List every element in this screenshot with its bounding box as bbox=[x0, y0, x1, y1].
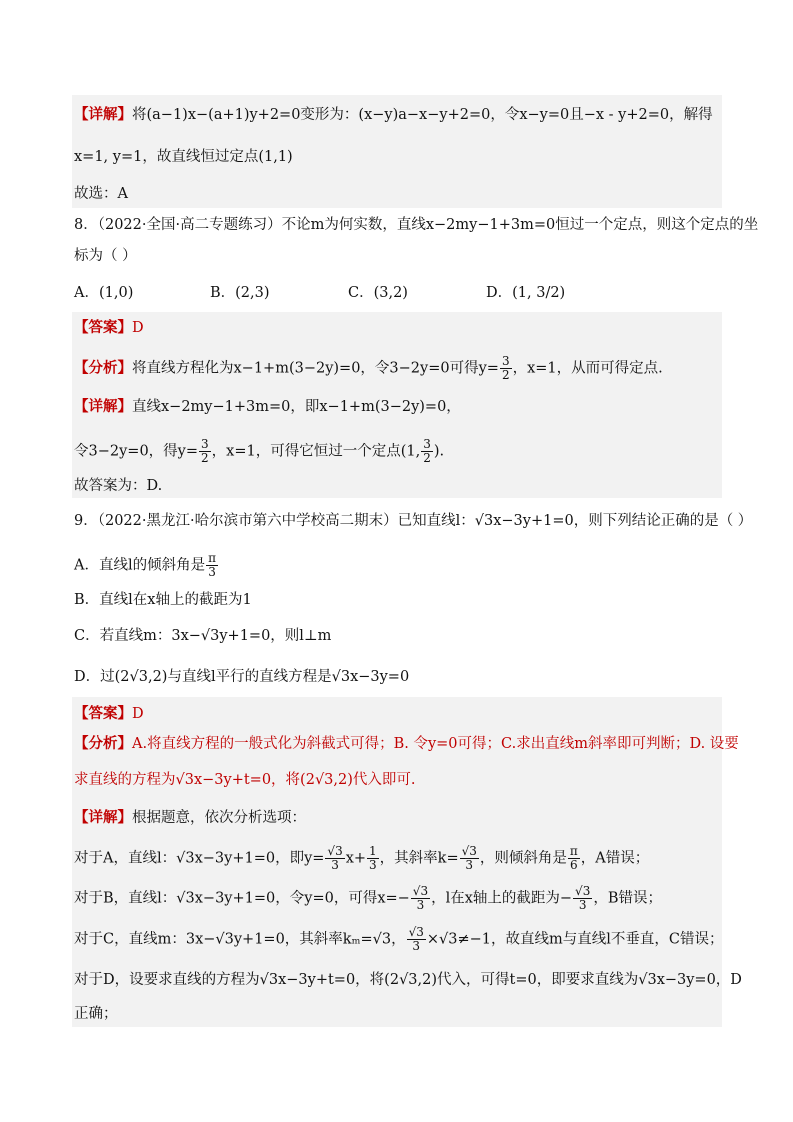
q8-analysis-text-b: ，x=1，从而可得定点. bbox=[512, 360, 663, 377]
q9-analysis-line1 bbox=[74, 734, 739, 754]
frac-num: 3 bbox=[501, 354, 510, 368]
q9-for-d-text: 对于D，设要求直线的方程为√3x−3y+t=0，将(2√3,2)代入，可得t=0，即要求直线为√3x−3y=0，D bbox=[74, 972, 742, 988]
q9-stem bbox=[74, 511, 752, 531]
q9-analysis-line2 bbox=[74, 770, 416, 790]
q9-for-a bbox=[74, 845, 649, 872]
q7-choice-text: 故选：A bbox=[74, 186, 128, 202]
q9-detail-intro-text: 根据题意，依次分析选项： bbox=[132, 810, 306, 826]
q9-for-c-text-a: 对于C，直线m：3x−√3y+1=0，其斜率kₘ=√3， bbox=[74, 931, 406, 948]
analysis-tag: 【分析】 bbox=[74, 359, 132, 377]
frac-den: 3 bbox=[465, 858, 474, 872]
frac-num: 1 bbox=[369, 844, 377, 858]
q8-stem-text2: 标为（ ） bbox=[74, 248, 137, 264]
frac-pi-over-6 bbox=[568, 845, 580, 872]
frac-num: 3 bbox=[423, 437, 431, 451]
frac-den: 2 bbox=[423, 451, 431, 465]
q9-for-a-text-a: 对于A，直线l：√3x−3y+1=0，即y= bbox=[74, 850, 325, 867]
q9-option-c bbox=[74, 626, 331, 646]
q9-for-c bbox=[74, 926, 724, 953]
q9-for-b-text-b: ，l在x轴上的截距为− bbox=[431, 890, 573, 907]
q9-option-c-text: C．若直线m：3x−√3y+1=0，则l⊥m bbox=[74, 628, 332, 644]
q9-for-a-text-d: ，则倾斜角是 bbox=[479, 850, 567, 867]
frac-num: π bbox=[208, 551, 216, 565]
q9-for-d-line1 bbox=[74, 970, 742, 990]
q8-detail-text2c: ). bbox=[433, 443, 445, 460]
frac-den: 6 bbox=[570, 858, 578, 872]
q8-option-d: D．(1, 3/2) bbox=[486, 285, 566, 301]
frac-den: 3 bbox=[331, 858, 339, 872]
frac-sqrt3-over-3 bbox=[411, 885, 430, 912]
q9-for-a-text-b: x+ bbox=[345, 850, 367, 867]
frac-num: √3 bbox=[408, 925, 424, 939]
q9-option-b bbox=[74, 590, 252, 610]
q8-stem-text: 8．（2022·全国·高二专题练习）不论m为何实数，直线x−2my−1+3m=0恒过一个定点，则这个定点的坐 bbox=[74, 217, 759, 233]
q9-stem-text: 9．（2022·黑龙江·哈尔滨市第六中学校高二期末）已知直线l：√3x−3y+1=0，则下列结论正确的是（ ） bbox=[74, 513, 753, 529]
q8-detail-fraction1 bbox=[199, 438, 211, 465]
frac-1-over-3 bbox=[367, 845, 379, 872]
q8-option-b: B．(2,3) bbox=[210, 285, 270, 301]
frac-den: 3 bbox=[412, 939, 421, 953]
frac-den: 2 bbox=[501, 368, 510, 382]
answer-tag: 【答案】 bbox=[74, 319, 132, 336]
q8-conclusion-text: 故答案为：D. bbox=[74, 478, 163, 494]
frac-sqrt3-over-3 bbox=[573, 885, 592, 912]
frac-den: 2 bbox=[201, 451, 209, 465]
q8-analysis bbox=[74, 355, 663, 382]
q8-answer bbox=[74, 318, 144, 338]
frac-den: 3 bbox=[578, 898, 587, 912]
detail-tag: 【详解】 bbox=[74, 398, 132, 415]
detail-tag: 【详解】 bbox=[74, 106, 132, 123]
q7-detail-text2: x=1, y=1，故直线恒过定点(1,1) bbox=[74, 149, 293, 165]
q8-detail-fraction2 bbox=[421, 438, 433, 465]
frac-num: √3 bbox=[412, 884, 429, 898]
q9-option-a-text: A．直线l的倾斜角是 bbox=[74, 557, 206, 574]
frac-sqrt3-over-3 bbox=[460, 845, 479, 872]
q8-stem-line1 bbox=[74, 215, 758, 235]
q8-answer-value: D bbox=[132, 320, 144, 336]
q9-option-d-text: D．过(2√3,2)与直线l平行的直线方程是√3x−3y=0 bbox=[74, 669, 410, 685]
q8-options bbox=[74, 283, 565, 303]
frac-den: 3 bbox=[369, 858, 377, 872]
frac-num: 3 bbox=[201, 437, 209, 451]
q8-option-a: A．(1,0) bbox=[74, 285, 134, 301]
analysis-tag: 【分析】 bbox=[74, 735, 132, 752]
q8-detail-line2 bbox=[74, 438, 444, 465]
q9-for-b-text-c: ，B错误； bbox=[593, 890, 662, 907]
q9-for-d-line2 bbox=[74, 1004, 118, 1024]
frac-sqrt3-over-3 bbox=[407, 926, 426, 953]
frac-num: π bbox=[569, 844, 578, 858]
q7-detail-text: 将(a−1)x−(a+1)y+2=0变形为：(x−y)a−x−y+2=0，令x−y=0且−x - y+2=0，解得 bbox=[132, 107, 713, 123]
q9-for-a-text-c: ，其斜率k= bbox=[379, 850, 459, 867]
q8-conclusion bbox=[74, 476, 162, 496]
frac-sqrt3-over-3 bbox=[325, 845, 344, 872]
answer-tag: 【答案】 bbox=[74, 705, 132, 722]
q9-for-b-text-a: 对于B，直线l：√3x−3y+1=0，令y=0，可得x=− bbox=[74, 890, 410, 907]
q9-option-a bbox=[74, 552, 219, 579]
q9-for-a-text-e: ，A错误； bbox=[580, 850, 650, 867]
q8-analysis-text-a: 将直线方程化为x−1+m(3−2y)=0，令3−2y=0可得y= bbox=[132, 360, 499, 377]
q9-detail-intro bbox=[74, 808, 306, 828]
q9-for-d-text2: 正确； bbox=[74, 1006, 118, 1022]
detail-tag: 【详解】 bbox=[74, 809, 132, 826]
q9-analysis-text: A.将直线方程的一般式化为斜截式可得；B. 令y=0可得；C.求出直线m斜率即可判断；D. 设要 bbox=[132, 736, 739, 752]
q8-analysis-fraction bbox=[500, 355, 512, 382]
q9-option-a-fraction bbox=[206, 552, 218, 579]
q8-detail-line1 bbox=[74, 397, 461, 417]
q8-detail-text2a: 令3−2y=0，得y= bbox=[74, 443, 199, 460]
q7-choice bbox=[74, 184, 128, 204]
q9-answer bbox=[74, 704, 144, 724]
frac-den: 3 bbox=[416, 898, 425, 912]
q9-for-c-text-b: ×√3≠−1，故直线m与直线l不垂直，C错误； bbox=[426, 931, 724, 948]
q8-detail-text: 直线x−2my−1+3m=0，即x−1+m(3−2y)=0， bbox=[132, 399, 461, 415]
q9-analysis-text2: 求直线的方程为√3x−3y+t=0，将(2√3,2)代入即可. bbox=[74, 772, 416, 788]
q7-detail-line1 bbox=[74, 105, 713, 125]
frac-num: √3 bbox=[575, 884, 591, 898]
q8-option-c: C．(3,2) bbox=[348, 285, 408, 301]
q8-stem-line2 bbox=[74, 246, 137, 266]
frac-num: √3 bbox=[327, 844, 343, 858]
q9-option-d bbox=[74, 667, 409, 687]
q7-detail-line2 bbox=[74, 147, 293, 167]
q9-answer-value: D bbox=[132, 706, 144, 722]
q9-for-b bbox=[74, 885, 662, 912]
q8-detail-text2b: ，x=1，可得它恒过一个定点(1, bbox=[211, 443, 421, 460]
q9-option-b-text: B．直线l在x轴上的截距为1 bbox=[74, 592, 252, 608]
frac-num: √3 bbox=[461, 844, 477, 858]
frac-den: 3 bbox=[208, 565, 216, 579]
